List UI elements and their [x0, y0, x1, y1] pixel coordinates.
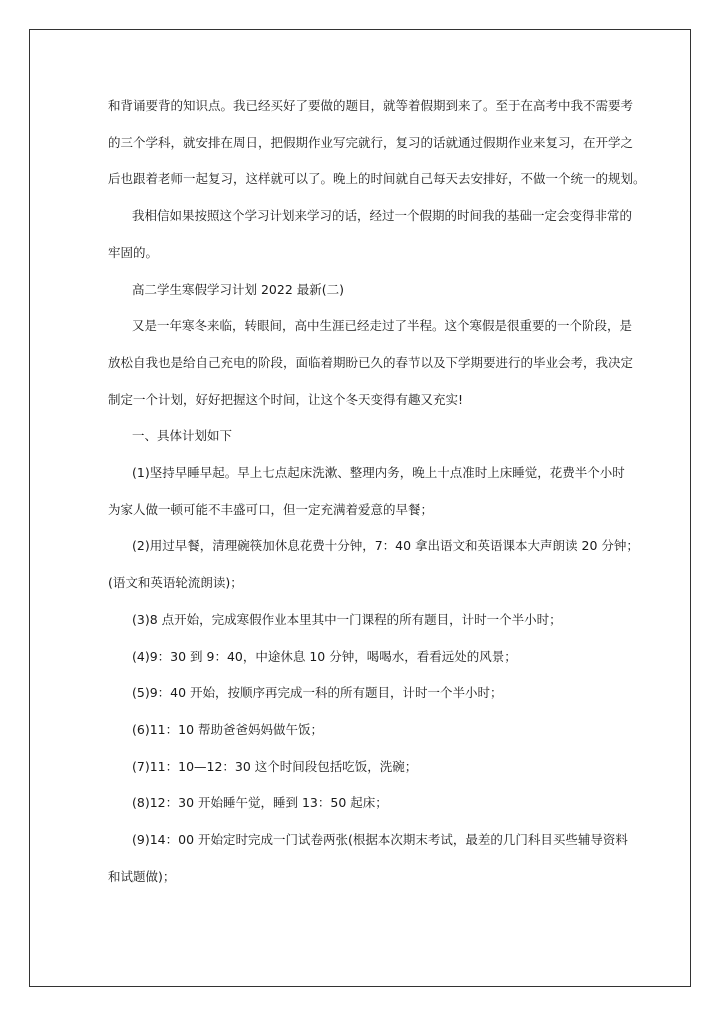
text-line: 为家人做一顿可能不丰盛可口，但一定充满着爱意的早餐；: [108, 501, 434, 517]
text-line: (8)12：30 开始睡午觉，睡到 13：50 起床；: [132, 795, 388, 811]
text-line: (1)坚持早睡早起。早上七点起床洗漱、整理内务，晚上十点准时上床睡觉，花费半个小时: [132, 465, 625, 480]
text-line: (5)9：40 开始，按顺序再完成一科的所有题目，计时一个半小时；: [132, 685, 503, 701]
text-line: 一、具体计划如下: [132, 428, 233, 444]
text-line: 放松自我也是给自己充电的阶段，面临着期盼已久的春节以及下学期要进行的毕业会考，我决定: [108, 354, 634, 370]
text-line: (语文和英语轮流朗读)；: [108, 575, 243, 591]
text-line: 后也跟着老师一起复习，这样就可以了。晚上的时间就自己每天去安排好，不做一个统一的规划。: [108, 171, 646, 187]
text-line: (3)8 点开始，完成寒假作业本里其中一门课程的所有题目，计时一个半小时；: [132, 611, 562, 627]
text-line: 我相信如果按照这个学习计划来学习的话，经过一个假期的时间我的基础一定会变得非常的: [132, 208, 633, 224]
text-line: 的三个学科，就安排在周日，把假期作业写完就行，复习的话就通过假期作业来复习，在开学之: [108, 134, 634, 150]
text-line: (7)11：10—12：30 这个时间段包括吃饭，洗碗；: [132, 758, 418, 774]
text-line: (4)9：30 到 9：40，中途休息 10 分钟，喝喝水，看看远处的风景；: [132, 648, 517, 664]
text-line: 和试题做)；: [108, 868, 176, 884]
text-line: 又是一年寒冬来临，转眼间，高中生涯已经走过了半程。这个寒假是很重要的一个阶段，是: [132, 318, 633, 334]
text-line: 和背诵要背的知识点。我已经买好了要做的题目，就等着假期到来了。至于在高考中我不需要考: [108, 98, 634, 113]
text-line: (9)14：00 开始定时完成一门试卷两张(根据本次期末考试，最差的几门科目买些辅导资料: [132, 832, 628, 847]
text-line: 制定一个计划，好好把握这个时间，让这个冬天变得有趣又充实!: [108, 391, 464, 407]
text-line: 高二学生寒假学习计划 2022 最新(二): [132, 281, 345, 297]
text-line: 牢固的。: [108, 244, 159, 260]
text-line: (6)11：10 帮助爸爸妈妈做午饭；: [132, 721, 323, 737]
text-line: (2)用过早餐，清理碗筷加休息花费十分钟，7：40 拿出语文和英语课本大声朗读 20 分钟；: [132, 538, 639, 554]
